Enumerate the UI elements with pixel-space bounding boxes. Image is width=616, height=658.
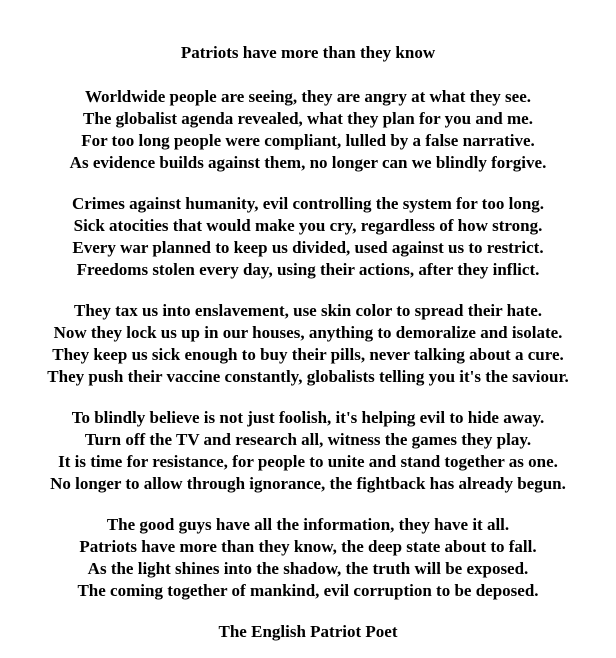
- stanza-5: [0, 514, 616, 602]
- poem-line: It is time for resistance, for people to unite and stand together as one.: [58, 452, 558, 471]
- poem-line: No longer to allow through ignorance, the fightback has already begun.: [50, 474, 566, 493]
- poem-line: They push their vaccine constantly, globalists telling you it's the saviour.: [47, 367, 569, 386]
- poem-line: Sick atocities that would make you cry, regardless of how strong.: [73, 216, 543, 235]
- poem-line: As evidence builds against them, no longer can we blindly forgive.: [69, 153, 547, 172]
- poem-line: For too long people were compliant, lulled by a false narrative.: [81, 131, 535, 150]
- poem-line: Freedoms stolen every day, using their actions, after they inflict.: [76, 260, 540, 279]
- stanza-3: [0, 300, 616, 388]
- stanza-4: [0, 407, 616, 495]
- poem-line: The good guys have all the information, they have it all.: [106, 515, 510, 534]
- poem-line: The coming together of mankind, evil corruption to be deposed.: [77, 581, 539, 600]
- poem-line: Now they lock us up in our houses, anything to demoralize and isolate.: [53, 323, 563, 342]
- poem-line: They tax us into enslavement, use skin color to spread their hate.: [74, 301, 542, 320]
- poem-signature: The English Patriot Poet: [218, 622, 398, 641]
- poem-line: Turn off the TV and research all, witness the games they play.: [84, 430, 532, 449]
- poem-line: Every war planned to keep us divided, used against us to restrict.: [72, 238, 544, 257]
- stanza-1: [0, 86, 616, 174]
- poem-line: Patriots have more than they know, the deep state about to fall.: [79, 537, 537, 556]
- poem-line: Worldwide people are seeing, they are angry at what they see.: [84, 87, 532, 106]
- poem-line: They keep us sick enough to buy their pills, never talking about a cure.: [52, 345, 564, 364]
- stanza-2: [0, 193, 616, 281]
- poem-line: Crimes against humanity, evil controlling the system for too long.: [71, 194, 545, 213]
- poem-line: The globalist agenda revealed, what they plan for you and me.: [83, 109, 533, 128]
- poem-line: To blindly believe is not just foolish, it's helping evil to hide away.: [71, 408, 545, 427]
- poem-line: As the light shines into the shadow, the truth will be exposed.: [87, 559, 529, 578]
- poem-title: Patriots have more than they know: [180, 43, 436, 62]
